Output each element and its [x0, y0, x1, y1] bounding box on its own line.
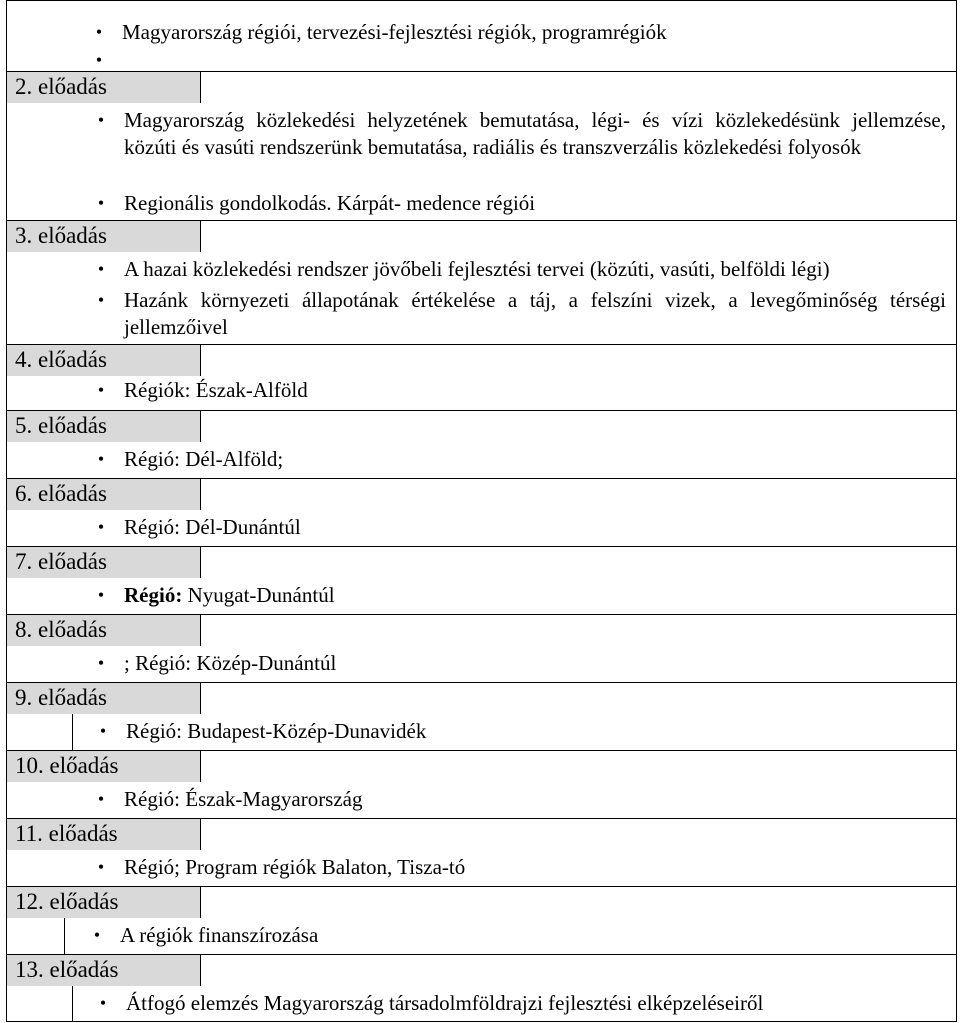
- lecture-header-row: [6, 546, 957, 578]
- lecture-content-row: [6, 0, 957, 71]
- lecture-header-row: [6, 614, 957, 646]
- lecture-content-row: [6, 376, 957, 410]
- bullet-icon: •: [97, 259, 105, 279]
- cell-divider: [72, 986, 73, 1021]
- lecture-title: 8. előadás: [15, 617, 107, 642]
- lecture-header-cell: [6, 344, 201, 376]
- header-empty-cell: [200, 818, 957, 850]
- bullet-icon: •: [97, 857, 105, 877]
- topic-text: Régió: Budapest-Közép-Dunavidék: [126, 719, 427, 743]
- topic-text: Régió: Dél-Alföld;: [124, 447, 284, 471]
- bullet-icon: •: [97, 585, 105, 605]
- topic-item: [99, 990, 946, 1017]
- bullet-icon: •: [99, 721, 107, 741]
- header-empty-cell: [200, 682, 957, 714]
- bullet-icon: •: [97, 517, 105, 537]
- lecture-header-row: [6, 410, 957, 442]
- topic-item: [97, 854, 946, 881]
- lecture-title: 5. előadás: [15, 413, 107, 438]
- lecture-content-row: [6, 646, 957, 682]
- lecture-header-cell: [6, 954, 201, 986]
- lecture-header-cell: [6, 614, 201, 646]
- lecture-content-row: [6, 510, 957, 546]
- lecture-title: 7. előadás: [15, 549, 107, 574]
- topic-bold-label: Régió:: [124, 583, 183, 607]
- topic-text: A hazai közlekedési rendszer jövőbeli fejlesztési tervei (közúti, vasúti, belföldi légi): [124, 257, 830, 281]
- lecture-title: 9. előadás: [15, 685, 107, 710]
- topic-item: [97, 786, 946, 813]
- lecture-header-cell: [6, 546, 201, 578]
- lecture-title: 12. előadás: [15, 889, 119, 914]
- topic-item: [97, 582, 946, 609]
- header-empty-cell: [200, 410, 957, 442]
- bullet-icon: •: [97, 193, 105, 213]
- lecture-title: 4. előadás: [15, 347, 107, 372]
- bullet-icon: •: [99, 993, 107, 1013]
- topic-item: [97, 650, 946, 677]
- lecture-content-row: [6, 918, 957, 954]
- lecture-content-row: [6, 103, 957, 220]
- bullet-icon: •: [93, 925, 101, 945]
- lecture-header-row: [6, 682, 957, 714]
- topic-item: [97, 377, 946, 404]
- topic-text: Régió: Dél-Dunántúl: [124, 515, 301, 539]
- topic-text: Magyarország közlekedési helyzetének bemutatása, légi- és vízi közlekedésünk jellemzése, közúti és vasúti rendszerünk bemutatása, radiális és transzverzális közlekedési folyosók: [124, 108, 946, 159]
- topic-item: [99, 718, 946, 745]
- header-empty-cell: [200, 614, 957, 646]
- topic-item: [97, 287, 946, 341]
- bullet-icon: •: [97, 449, 105, 469]
- topic-text: Régiók: Észak-Alföld: [124, 378, 308, 402]
- header-empty-cell: [200, 71, 957, 103]
- lecture-content-row: [6, 986, 957, 1022]
- topic-item: [97, 514, 946, 541]
- lecture-content-row: [6, 782, 957, 818]
- lecture-header-cell: [6, 478, 201, 510]
- header-empty-cell: [200, 546, 957, 578]
- topic-text: Átfogó elemzés Magyarország társadolmföldrajzi fejlesztési elképzeléseiről: [126, 991, 764, 1015]
- lecture-header-row: [6, 818, 957, 850]
- topic-text: Magyarország régiói, tervezési-fejlesztési régiók, programrégiók: [122, 20, 667, 44]
- topic-text: Régió; Program régiók Balaton, Tisza-tó: [124, 855, 466, 879]
- cell-divider: [64, 918, 65, 954]
- topic-item: [97, 446, 946, 473]
- lecture-header-cell: [6, 682, 201, 714]
- lecture-content-row: [6, 252, 957, 344]
- bullet-icon: •: [97, 653, 105, 673]
- header-empty-cell: [200, 220, 957, 252]
- lecture-header-row: [6, 750, 957, 782]
- bullet-icon: •: [97, 290, 105, 310]
- topic-item: [97, 256, 946, 283]
- header-empty-cell: [200, 750, 957, 782]
- lecture-header-cell: [6, 818, 201, 850]
- lecture-content-row: [6, 714, 957, 750]
- lecture-header-cell: [6, 886, 201, 918]
- bullet-icon: •: [97, 380, 105, 400]
- lecture-header-cell: [6, 410, 201, 442]
- lecture-header-cell: [6, 750, 201, 782]
- lecture-title: 13. előadás: [15, 957, 119, 982]
- lecture-header-row: [6, 220, 957, 252]
- topic-text: Regionális gondolkodás. Kárpát- medence régiói: [124, 191, 536, 215]
- lecture-content-row: [6, 578, 957, 614]
- topic-text: A régiók finanszírozása: [120, 923, 319, 947]
- header-empty-cell: [200, 886, 957, 918]
- lecture-header-cell: [6, 220, 201, 252]
- cell-divider: [72, 714, 73, 750]
- lecture-header-row: [6, 478, 957, 510]
- lecture-title: 10. előadás: [15, 753, 119, 778]
- lecture-title: 2. előadás: [15, 74, 107, 99]
- lecture-title: 3. előadás: [15, 223, 107, 248]
- lecture-header-row: [6, 954, 957, 986]
- bullet-icon: •: [97, 110, 105, 130]
- topic-item: [95, 19, 946, 46]
- lecture-title: 6. előadás: [15, 481, 107, 506]
- header-empty-cell: [200, 478, 957, 510]
- topic-text: Régió: Észak-Magyarország: [124, 787, 363, 811]
- lecture-header-row: [6, 71, 957, 103]
- header-empty-cell: [200, 344, 957, 376]
- bullet-icon: •: [97, 789, 105, 809]
- topic-item: [97, 107, 946, 161]
- topic-item: [97, 190, 946, 217]
- header-empty-cell: [200, 954, 957, 986]
- lecture-header-cell: [6, 71, 201, 103]
- lecture-content-row: [6, 442, 957, 478]
- bullet-icon: •: [95, 50, 103, 70]
- bullet-icon: •: [95, 22, 103, 42]
- topic-text: Régió: Nyugat-Dunántúl: [124, 583, 335, 607]
- topic-text: Hazánk környezeti állapotának értékelése a táj, a felszíni vizek, a levegőminőség térségi jellemzőivel: [124, 288, 946, 339]
- topic-item: [93, 922, 946, 949]
- lecture-title: 11. előadás: [15, 821, 118, 846]
- lecture-header-row: [6, 886, 957, 918]
- lecture-content-row: [6, 850, 957, 886]
- topic-text: ; Régió: Közép-Dunántúl: [124, 651, 337, 675]
- lecture-header-row: [6, 344, 957, 376]
